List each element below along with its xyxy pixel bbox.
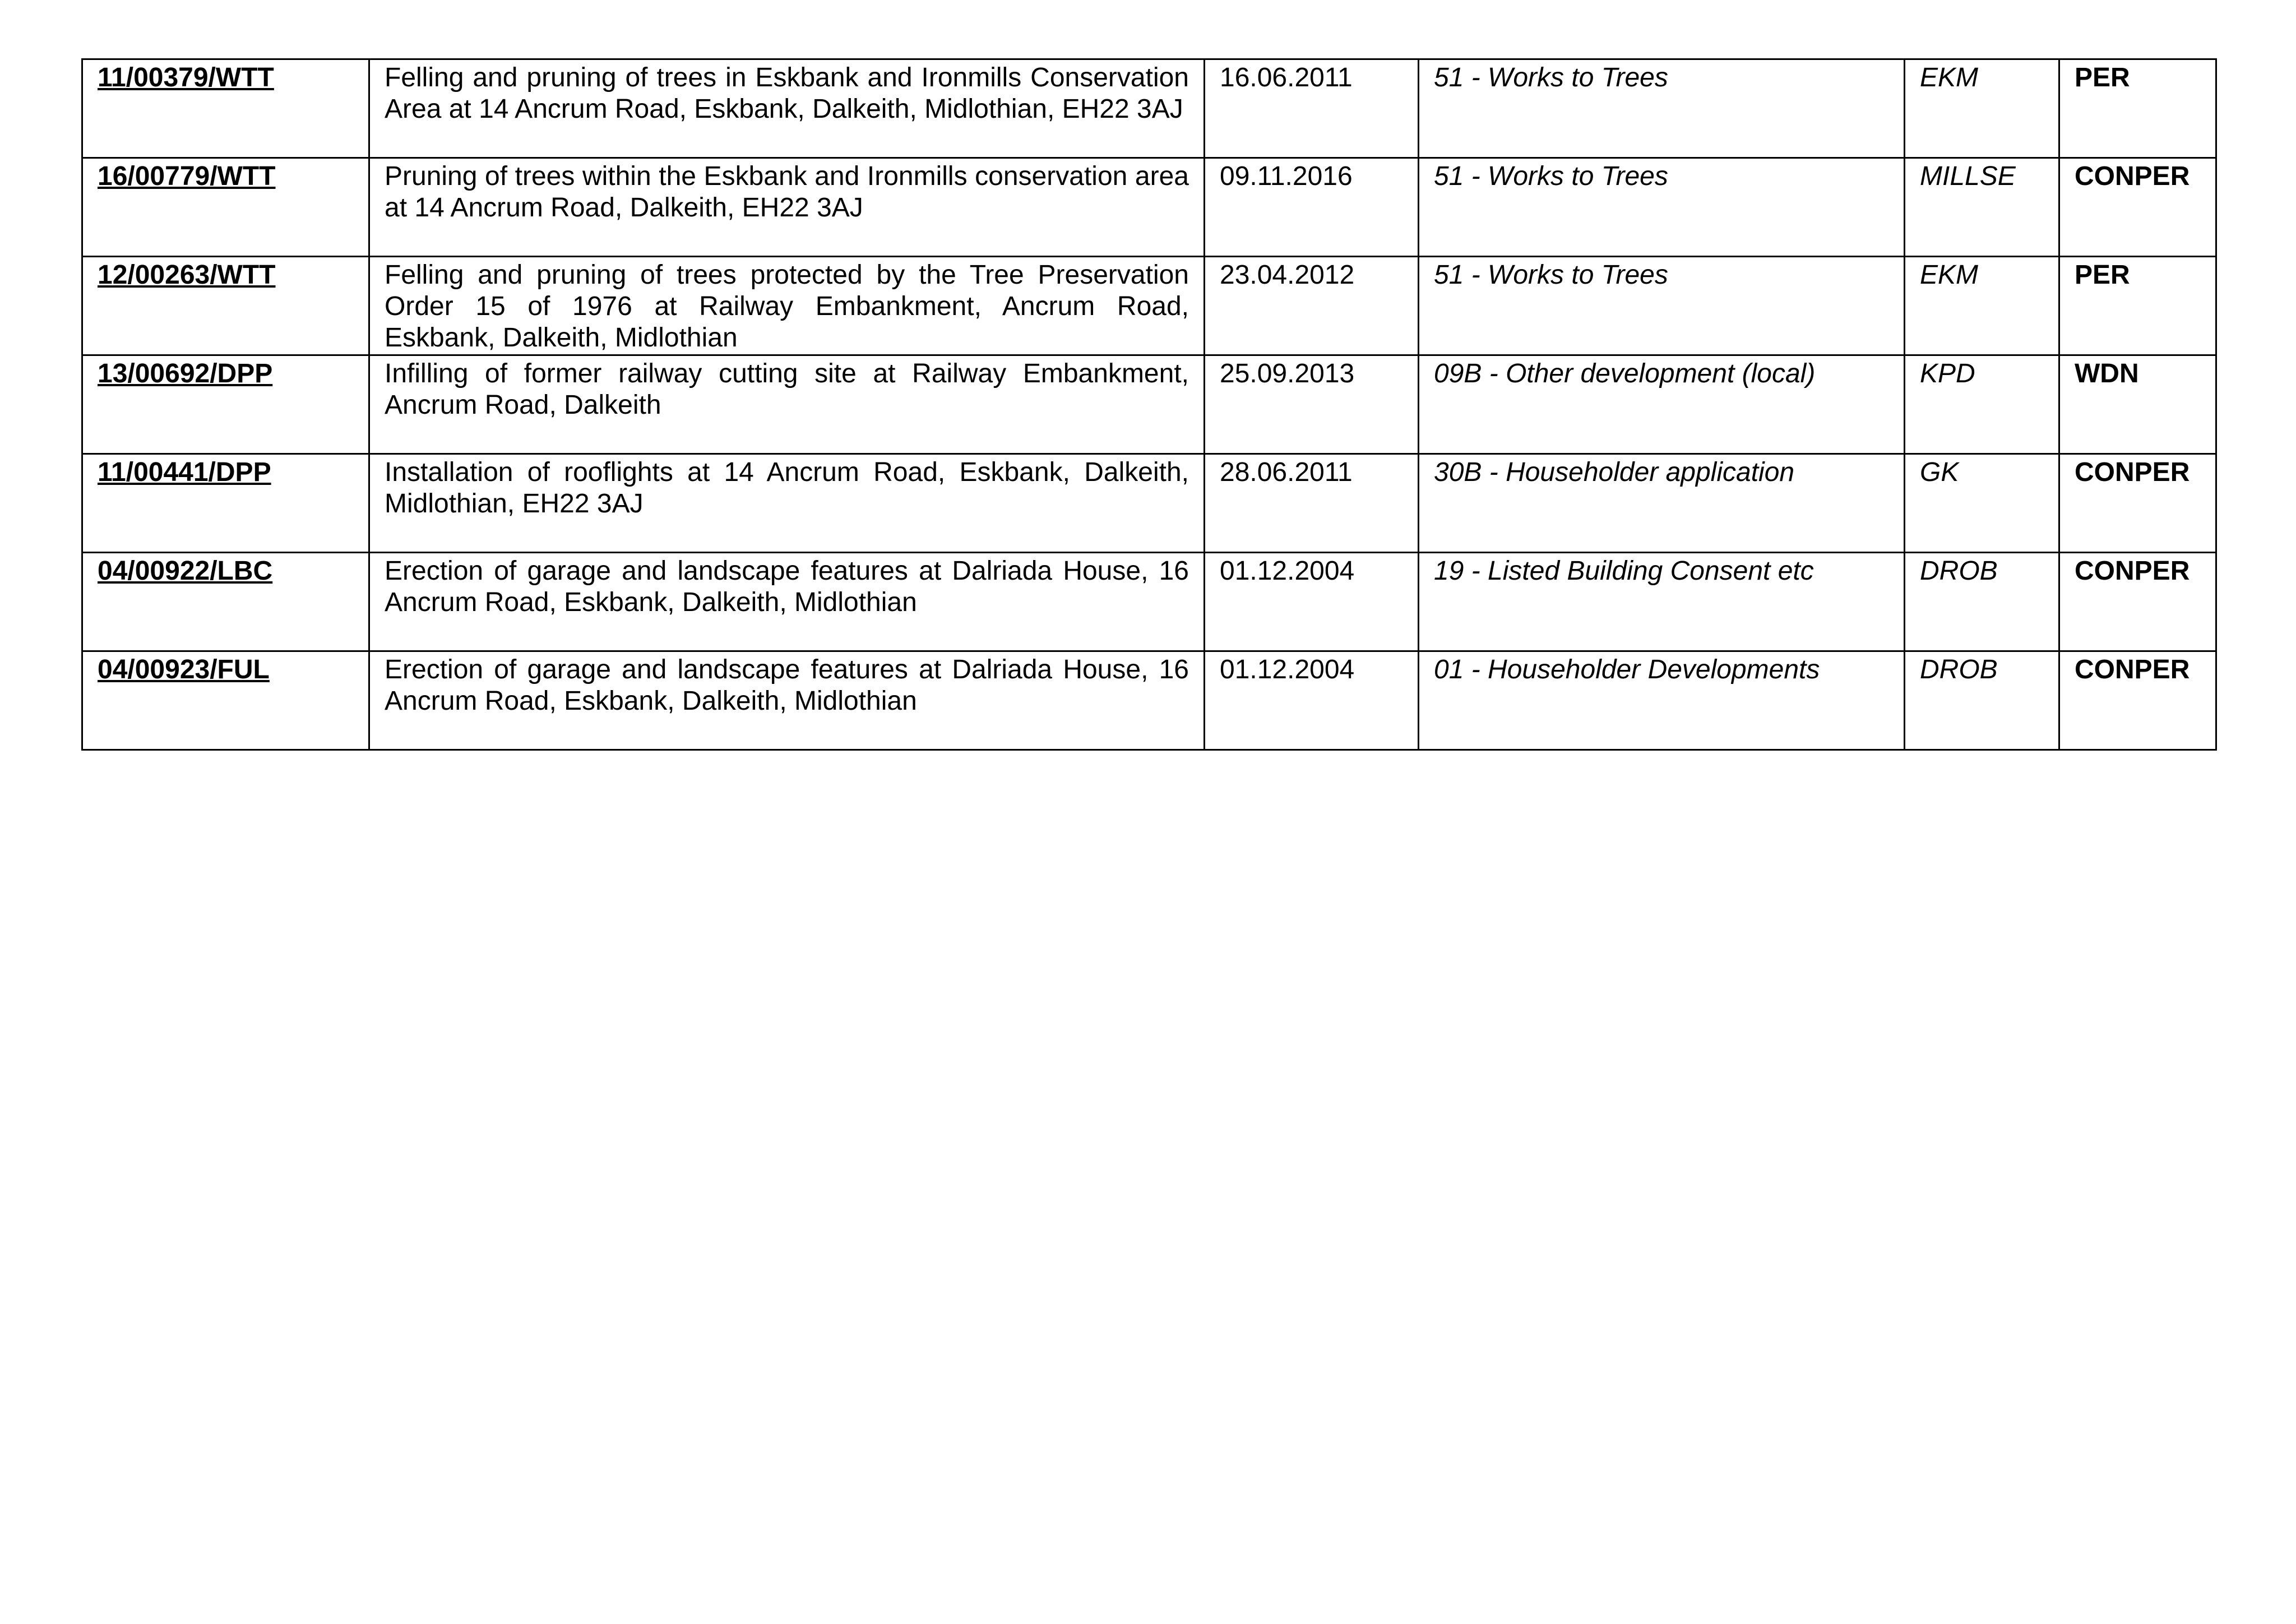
application-type: 51 - Works to Trees [1419, 59, 1905, 158]
application-description: Felling and pruning of trees in Eskbank and Ironmills Conservation Area at 14 Ancrum Road, Eskbank, Dalkeith, Midlothian, EH22 3AJ [369, 59, 1205, 158]
case-officer: GK [1905, 454, 2059, 553]
decision-code: PER [2059, 257, 2216, 355]
application-date: 09.11.2016 [1205, 158, 1419, 257]
case-officer: EKM [1905, 59, 2059, 158]
application-reference-link[interactable]: 11/00441/DPP [82, 454, 369, 553]
application-description: Infilling of former railway cutting site at Railway Embankment, Ancrum Road, Dalkeith [369, 355, 1205, 454]
application-reference-link[interactable]: 12/00263/WTT [82, 257, 369, 355]
application-type: 51 - Works to Trees [1419, 257, 1905, 355]
application-date: 23.04.2012 [1205, 257, 1419, 355]
application-reference-link[interactable]: 04/00922/LBC [82, 553, 369, 651]
table-row [82, 454, 2216, 553]
table-row [82, 355, 2216, 454]
table-row [82, 651, 2216, 750]
decision-code: PER [2059, 59, 2216, 158]
application-reference-link[interactable]: 16/00779/WTT [82, 158, 369, 257]
application-type: 30B - Householder application [1419, 454, 1905, 553]
table-row [82, 553, 2216, 651]
application-description: Installation of rooflights at 14 Ancrum Road, Eskbank, Dalkeith, Midlothian, EH22 3AJ [369, 454, 1205, 553]
application-type: 19 - Listed Building Consent etc [1419, 553, 1905, 651]
application-reference-link[interactable]: 11/00379/WTT [82, 59, 369, 158]
application-reference-link[interactable]: 13/00692/DPP [82, 355, 369, 454]
application-description: Felling and pruning of trees protected by the Tree Preservation Order 15 of 1976 at Railway Embankment, Ancrum Road, Eskbank, Dalkeith, Midlothian [369, 257, 1205, 355]
application-type: 09B - Other development (local) [1419, 355, 1905, 454]
decision-code: CONPER [2059, 553, 2216, 651]
case-officer: EKM [1905, 257, 2059, 355]
decision-code: CONPER [2059, 651, 2216, 750]
application-reference-link[interactable]: 04/00923/FUL [82, 651, 369, 750]
case-officer: MILLSE [1905, 158, 2059, 257]
application-date: 28.06.2011 [1205, 454, 1419, 553]
application-date: 16.06.2011 [1205, 59, 1419, 158]
case-officer: DROB [1905, 651, 2059, 750]
decision-code: CONPER [2059, 454, 2216, 553]
decision-code: CONPER [2059, 158, 2216, 257]
table-row [82, 59, 2216, 158]
application-description: Erection of garage and landscape features at Dalriada House, 16 Ancrum Road, Eskbank, Dalkeith, Midlothian [369, 553, 1205, 651]
decision-code: WDN [2059, 355, 2216, 454]
table-row [82, 158, 2216, 257]
application-date: 01.12.2004 [1205, 553, 1419, 651]
application-date: 25.09.2013 [1205, 355, 1419, 454]
application-description: Erection of garage and landscape features at Dalriada House, 16 Ancrum Road, Eskbank, Dalkeith, Midlothian [369, 651, 1205, 750]
application-date: 01.12.2004 [1205, 651, 1419, 750]
application-type: 51 - Works to Trees [1419, 158, 1905, 257]
planning-applications-table [81, 58, 2217, 751]
application-description: Pruning of trees within the Eskbank and Ironmills conservation area at 14 Ancrum Road, Dalkeith, EH22 3AJ [369, 158, 1205, 257]
case-officer: KPD [1905, 355, 2059, 454]
case-officer: DROB [1905, 553, 2059, 651]
table-row [82, 257, 2216, 355]
application-type: 01 - Householder Developments [1419, 651, 1905, 750]
